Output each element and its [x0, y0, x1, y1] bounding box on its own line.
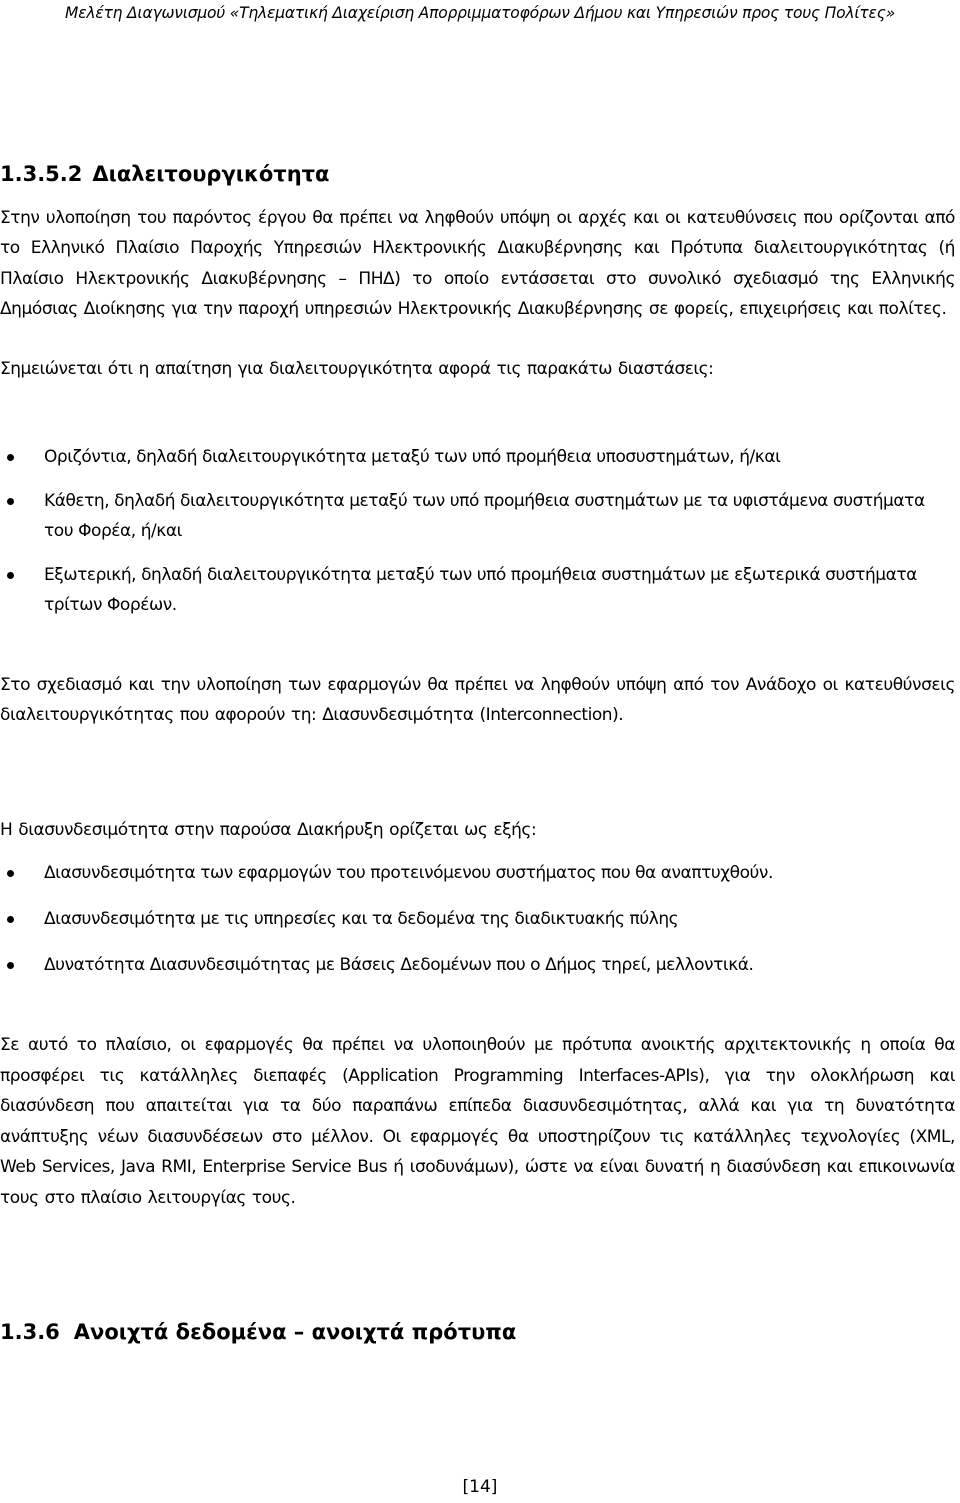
- interconnect-definition-paragraph: Η διασυνδεσιμότητα στην παρούσα Διακήρυξη ορίζεται ως εξής:: [0, 820, 537, 840]
- list-item: [0, 486, 955, 546]
- intro-paragraph: Στην υλοποίηση του παρόντος έργου θα πρέπει να ληφθούν υπόψη οι αρχές και οι κατευθύνσεις που ορίζονται από το Ελληνικό Πλαίσιο Παροχής Υπηρεσιών Ηλεκτρονικής Διακυβέρνησης και Πρότυπα διαλειτουργικότητας (ή Πλαίσιο Ηλεκτρονικής Διακυβέρνησης – ΠΗΔ) το οποίο εντάσσεται στο συνολικό σχεδιασμό της Ελληνικής Δημόσιας Διοίκησης για την παροχή υπηρεσιών Ηλεκτρονικής Διακυβέρνησης σε φορείς, επιχειρήσεις και πολίτες.: [0, 208, 955, 319]
- list-item: [0, 904, 955, 934]
- dimensions-intro-paragraph: Σημειώνεται ότι η απαίτηση για διαλειτουργικότητα αφορά τις παρακάτω διαστάσεις:: [0, 359, 714, 379]
- bullet-icon: [7, 572, 14, 579]
- section-title: Διαλειτουργικότητα: [92, 162, 330, 186]
- list-item: [0, 560, 955, 620]
- section-number: 1.3.6: [0, 1320, 60, 1344]
- bullet-icon: [7, 498, 14, 505]
- list-item-text: Διασυνδεσιμότητα με τις υπηρεσίες και τα δεδομένα της διαδικτυακής πύλης: [44, 909, 679, 929]
- bullet-icon: [7, 454, 14, 461]
- section-number: 1.3.5.2: [0, 162, 83, 186]
- list-item-text: Διασυνδεσιμότητα των εφαρμογών του προτεινόμενου συστήματος που θα αναπτυχθούν.: [44, 863, 773, 883]
- section-title: Ανοιχτά δεδομένα – ανοιχτά πρότυπα: [73, 1320, 517, 1344]
- framework-paragraph: Σε αυτό το πλαίσιο, οι εφαρμογές θα πρέπει να υλοποιηθούν με πρότυπα ανοικτής αρχιτεκτονικής η οποία θα προσφέρει τις κατάλληλες διεπαφές (Application Programming Interfaces-APIs), για την ολοκλήρωση και διασύνδεση που απαιτείται για τα δύο παραπάνω επίπεδα διασυνδεσιμότητας, αλλά και για τη δυνατότητα ανάπτυξης νέων διασυνδέσεων στο μέλλον. Οι εφαρμογές θα υποστηρίζουν τις κατάλληλες τεχνολογίες (XML, Web Services, Java RMI, Enterprise Service Bus ή ισοδυνάμων), ώστε να είναι δυνατή η διασύνδεση και επικοινωνία τους στο πλαίσιο λειτουργίας τους.: [0, 1035, 955, 1208]
- dimensions-list: [0, 442, 955, 620]
- list-item-text: Εξωτερική, δηλαδή διαλειτουργικότητα μεταξύ των υπό προμήθεια συστημάτων με εξωτερικά συστήματα τρίτων Φορέων.: [44, 565, 917, 615]
- interconnect-list: [0, 858, 955, 996]
- design-paragraph: Στο σχεδιασμό και την υλοποίηση των εφαρμογών θα πρέπει να ληφθούν υπόψη από τον Ανάδοχο οι κατευθύνσεις διαλειτουργικότητας που αφορούν τη: Διασυνδεσιμότητα (Interconnection).: [0, 675, 955, 725]
- running-header: Μελέτη Διαγωνισμού «Τηλεματική Διαχείριση Απορριμματοφόρων Δήμου και Υπηρεσιών προς τους Πολίτες»: [65, 4, 895, 22]
- section-heading-1-3-5-2: [0, 160, 329, 188]
- list-item: [0, 950, 955, 980]
- bullet-icon: [7, 870, 14, 877]
- list-item-text: Δυνατότητα Διασυνδεσιμότητας με Βάσεις Δεδομένων που ο Δήμος τηρεί, μελλοντικά.: [44, 955, 754, 975]
- list-item: [0, 858, 955, 888]
- bullet-icon: [7, 962, 14, 969]
- bullet-icon: [7, 916, 14, 923]
- section-heading-1-3-6: [0, 1318, 516, 1346]
- list-item: [0, 442, 955, 472]
- page-number: [14]: [462, 1477, 498, 1497]
- list-item-text: Κάθετη, δηλαδή διαλειτουργικότητα μεταξύ των υπό προμήθεια συστημάτων με τα υφιστάμενα συστήματα του Φορέα, ή/και: [44, 491, 925, 541]
- list-item-text: Οριζόντια, δηλαδή διαλειτουργικότητα μεταξύ των υπό προμήθεια υποσυστημάτων, ή/και: [44, 447, 781, 467]
